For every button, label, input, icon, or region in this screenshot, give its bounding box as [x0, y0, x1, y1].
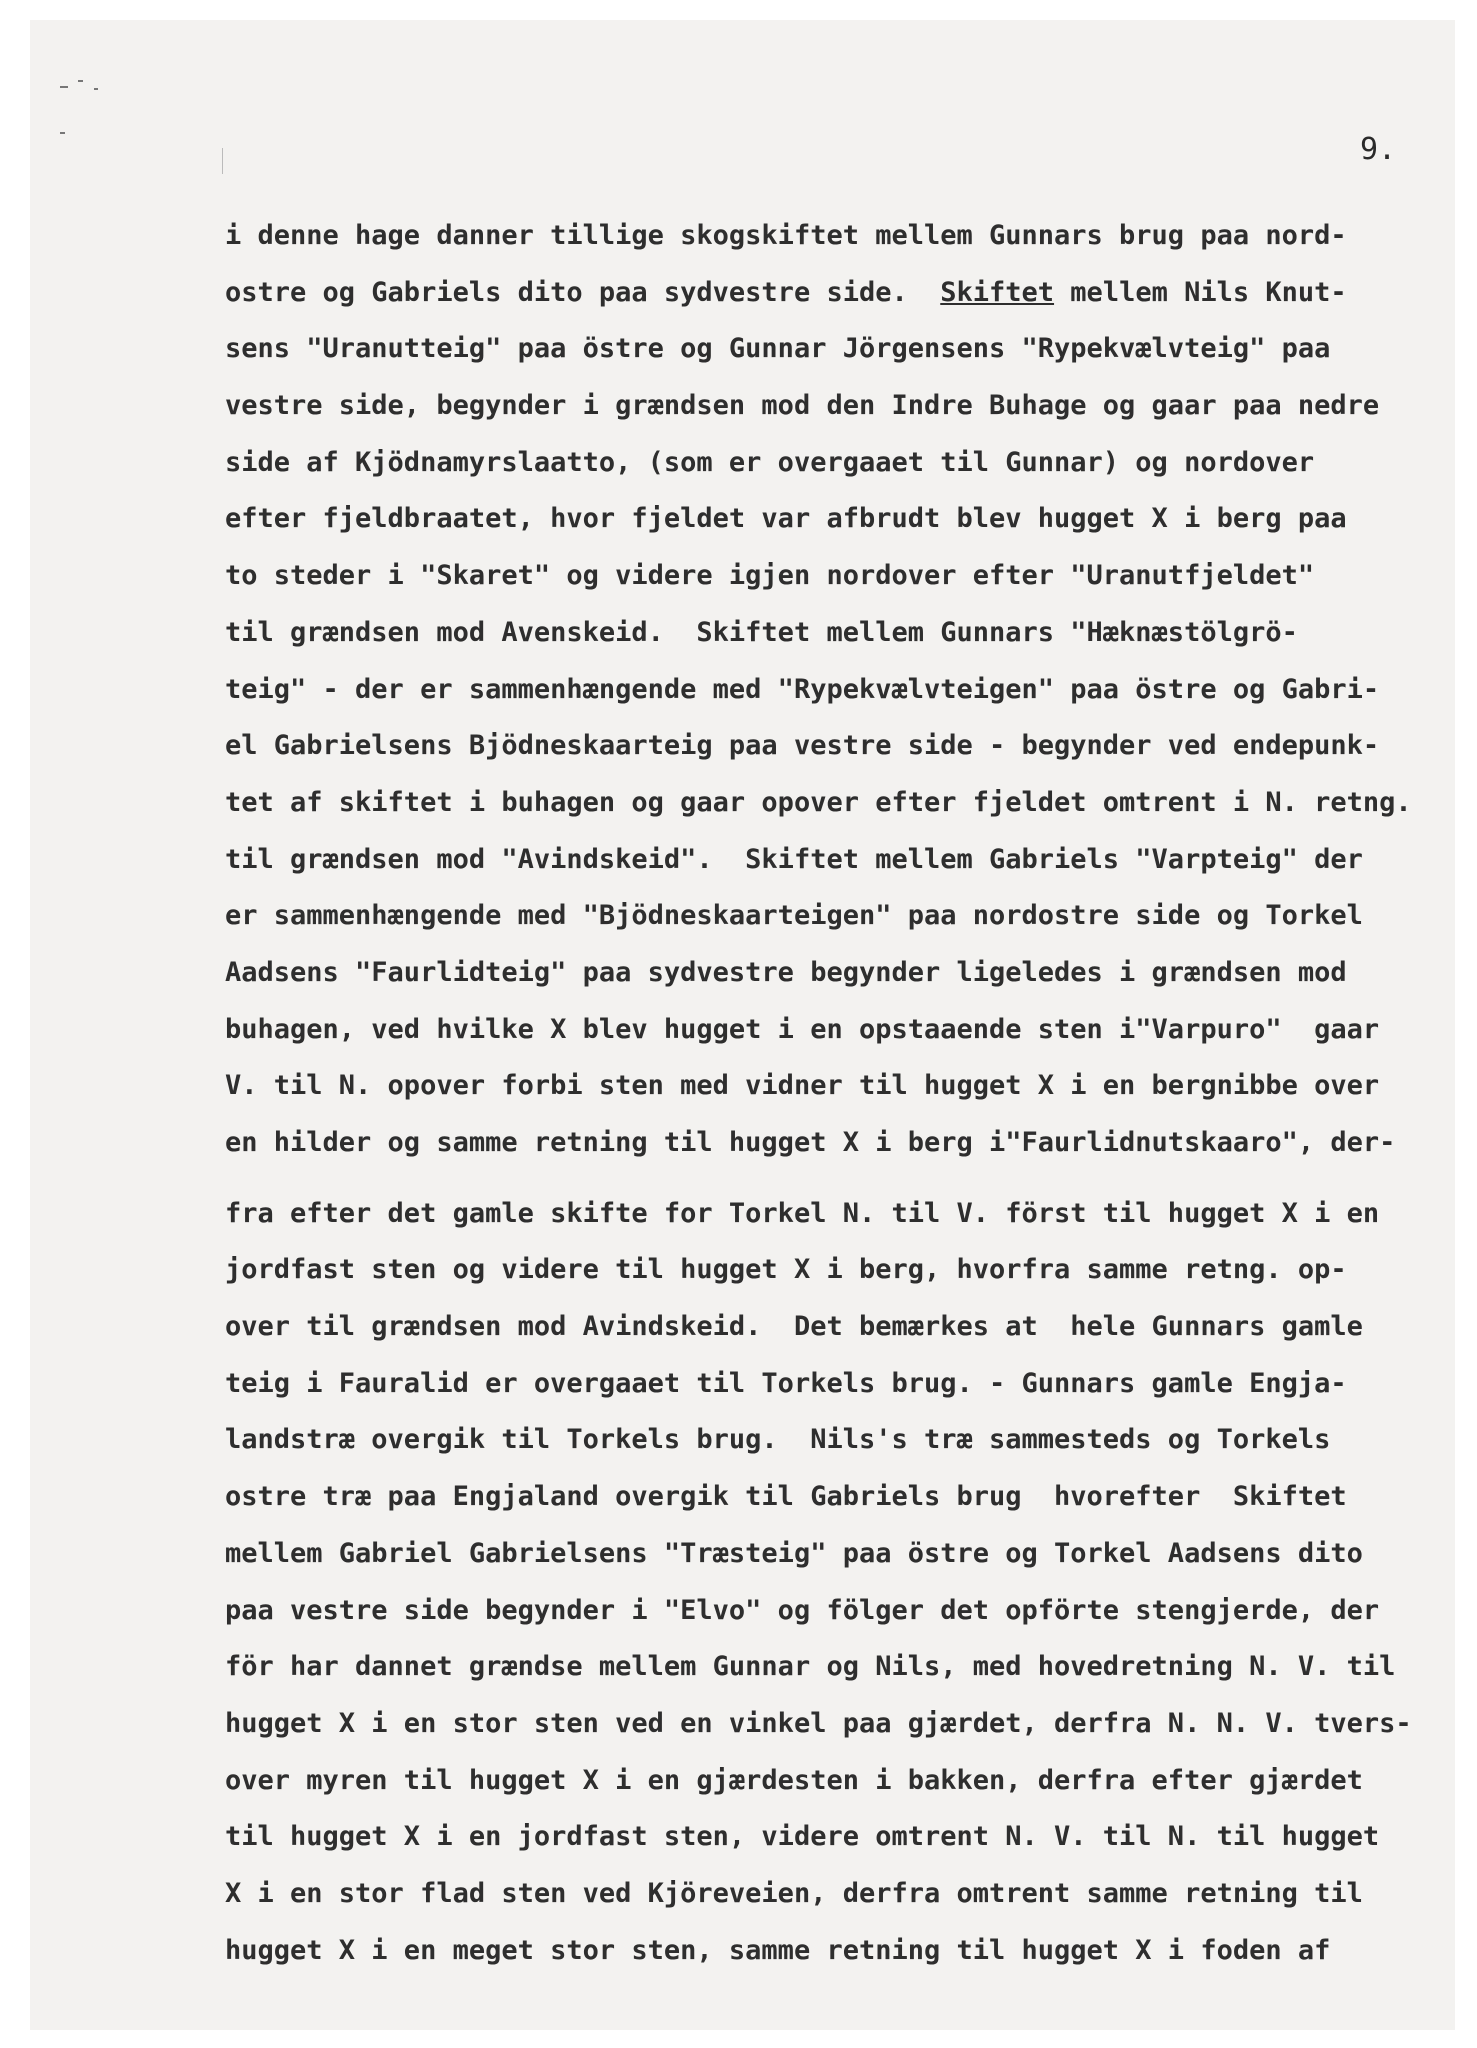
text-line: V. til N. opover forbi sten med vidner til hugget X i en bergnibbe over: [225, 1070, 1380, 1102]
text-line: hugget X i en meget stor sten, samme retning til hugget X i foden af: [225, 1934, 1331, 1966]
text-line: el Gabrielsens Bjödneskaarteig paa vestre side - begynder ved endepunk-: [225, 730, 1380, 762]
text-line: er sammenhængende med "Bjödneskaarteigen" paa nordostre side og Torkel: [225, 900, 1363, 932]
text-line: ostre træ paa Engjaland overgik til Gabriels brug hvorefter Skiftet: [225, 1481, 1347, 1513]
underlined-word: Skiftet: [940, 276, 1055, 308]
text-line: teig i Fauralid er overgaaet til Torkels brug. - Gunnars gamle Engja-: [225, 1367, 1347, 1399]
document-page: [30, 20, 1455, 2030]
text-line: over til grændsen mod Avindskeid. Det bemærkes at hele Gunnars gamle: [225, 1311, 1363, 1343]
line-gap: [225, 1172, 1475, 1186]
text-line: vestre side, begynder i grændsen mod den Indre Buhage og gaar paa nedre: [225, 390, 1380, 422]
text-line: over myren til hugget X i en gjærdesten i bakken, derfra efter gjærdet: [225, 1764, 1363, 1796]
text-line: hugget X i en stor sten ved en vinkel paa gjærdet, derfra N. N. V. tvers-: [225, 1707, 1412, 1739]
text-line: til grændsen mod "Avindskeid". Skiftet mellem Gabriels "Varpteig" der: [225, 843, 1363, 875]
typed-text-body: [225, 208, 1475, 1979]
text-segment: ostre og Gabriels dito paa sydvestre side.: [225, 276, 941, 308]
margin-mark: [78, 80, 83, 82]
text-segment: mellem Nils Knut-: [1054, 276, 1347, 308]
text-line: to steder i "Skaret" og videre igjen nordover efter "Uranutfjeldet": [225, 560, 1315, 592]
text-line: teig" - der er sammenhængende med "Rypekvælvteigen" paa östre og Gabri-: [225, 673, 1380, 705]
text-line: sens "Uranutteig" paa östre og Gunnar Jörgensens "Rypekvælvteig" paa: [225, 333, 1331, 365]
text-line: fra efter det gamle skifte for Torkel N. til V. först til hugget X i en: [225, 1197, 1380, 1229]
margin-mark: [94, 88, 98, 90]
text-line: en hilder og samme retning til hugget X i berg i"Faurlidnutskaaro", der-: [225, 1127, 1396, 1158]
text-line: til hugget X i en jordfast sten, videre omtrent N. V. til N. til hugget: [225, 1821, 1380, 1853]
page-number: 9.: [1360, 132, 1397, 167]
text-line: X i en stor flad sten ved Kjöreveien, derfra omtrent samme retning til: [225, 1877, 1363, 1909]
text-line: Aadsens "Faurlidteig" paa sydvestre begynder ligeledes i grændsen mod: [225, 956, 1347, 988]
text-line: paa vestre side begynder i "Elvo" og fölger det opförte stengjerde, der: [225, 1594, 1380, 1626]
text-line: för har dannet grændse mellem Gunnar og Nils, med hovedretning N. V. til: [225, 1651, 1396, 1683]
margin-mark: [60, 86, 68, 88]
text-line: mellem Gabriel Gabrielsens "Træsteig" paa östre og Torkel Aadsens dito: [225, 1537, 1363, 1569]
text-line: buhagen, ved hvilke X blev hugget i en opstaaende sten i"Varpuro" gaar: [225, 1013, 1380, 1045]
text-line: tet af skiftet i buhagen og gaar opover efter fjeldet omtrent i N. retng.: [225, 786, 1412, 818]
text-line: jordfast sten og videre til hugget X i berg, hvorfra samme retng. op-: [225, 1254, 1347, 1286]
text-line: side af Kjödnamyrslaatto, (som er overgaaet til Gunnar) og nordover: [225, 446, 1315, 478]
text-line: i denne hage danner tillige skogskiftet mellem Gunnars brug paa nord-: [225, 220, 1347, 251]
text-line: til grændsen mod Avenskeid. Skiftet mellem Gunnars "Hæknæstölgrö-: [225, 616, 1298, 648]
margin-tick: [222, 148, 223, 174]
text-line: [225, 265, 1475, 322]
text-line: efter fjeldbraatet, hvor fjeldet var afbrudt blev hugget X i berg paa: [225, 503, 1347, 535]
text-line: landstræ overgik til Torkels brug. Nils's træ sammesteds og Torkels: [225, 1424, 1331, 1456]
margin-mark: [60, 132, 65, 134]
